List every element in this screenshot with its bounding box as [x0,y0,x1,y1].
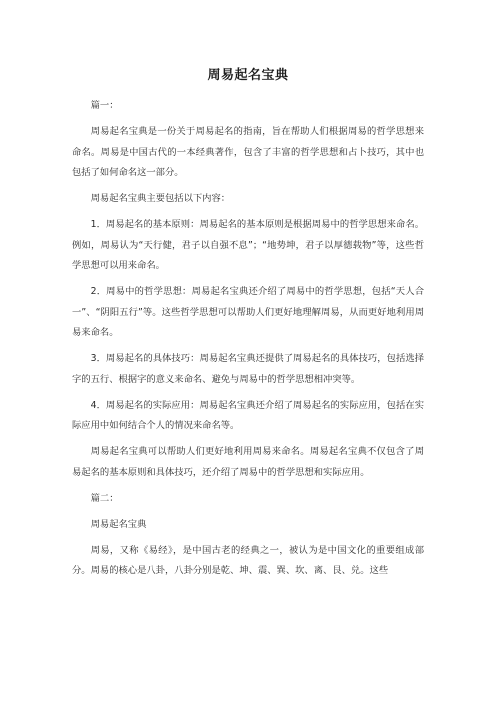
section-heading: 篇一： [90,100,119,111]
paragraph: 周易起名宝典可以帮助人们更好地利用周易来命名。周易起名宝典不仅包含了周易起名的基本原则和具体技巧，还介绍了周易中的哲学思想和实际应用。 [72,446,424,478]
paragraph: 周易，又称《易经》，是中国古老的经典之一，被认为是中国文化的重要组成部分。周易的核心是八卦，八卦分别是乾、坤、震、巽、坎、离、艮、兑。这些 [72,544,424,576]
list-item: 3．周易起名的具体技巧：周易起名宝典还提供了周易起名的具体技巧，包括选择字的五行、根据字的意义来命名、避免与周易中的哲学思想相冲突等。 [72,353,424,385]
paragraph: 周易起名宝典是一份关于周易起名的指南，旨在帮助人们根据周易的哲学思想来命名。周易是中国古代的一本经典著作，包含了丰富的哲学思想和占卜技巧，其中也包括了如何命名这一部分。 [72,126,424,178]
list-item: 2．周易中的哲学思想：周易起名宝典还介绍了周易中的哲学思想，包括“天人合一”、“阴阳五行”等。这些哲学思想可以帮助人们更好地理解周易，从而更好地利用周易来命名。 [72,286,424,338]
paragraph: 周易起名宝典 [90,518,147,530]
paragraph: 周易起名宝典主要包括以下内容： [90,193,231,204]
section-heading: 篇二： [90,492,119,504]
list-item: 4．周易起名的实际应用：周易起名宝典还介绍了周易起名的实际应用，包括在实际应用中如何结合个人的情况来命名等。 [72,399,424,431]
document-title: 周易起名宝典 [207,68,289,83]
document-body [72,96,424,587]
list-item: 1．周易起名的基本原则：周易起名的基本原则是根据周易中的哲学思想来命名。例如，周易认为“天行健，君子以自强不息”；“地势坤，君子以厚德载物”等，这些哲学思想可以用来命名。 [72,219,424,271]
